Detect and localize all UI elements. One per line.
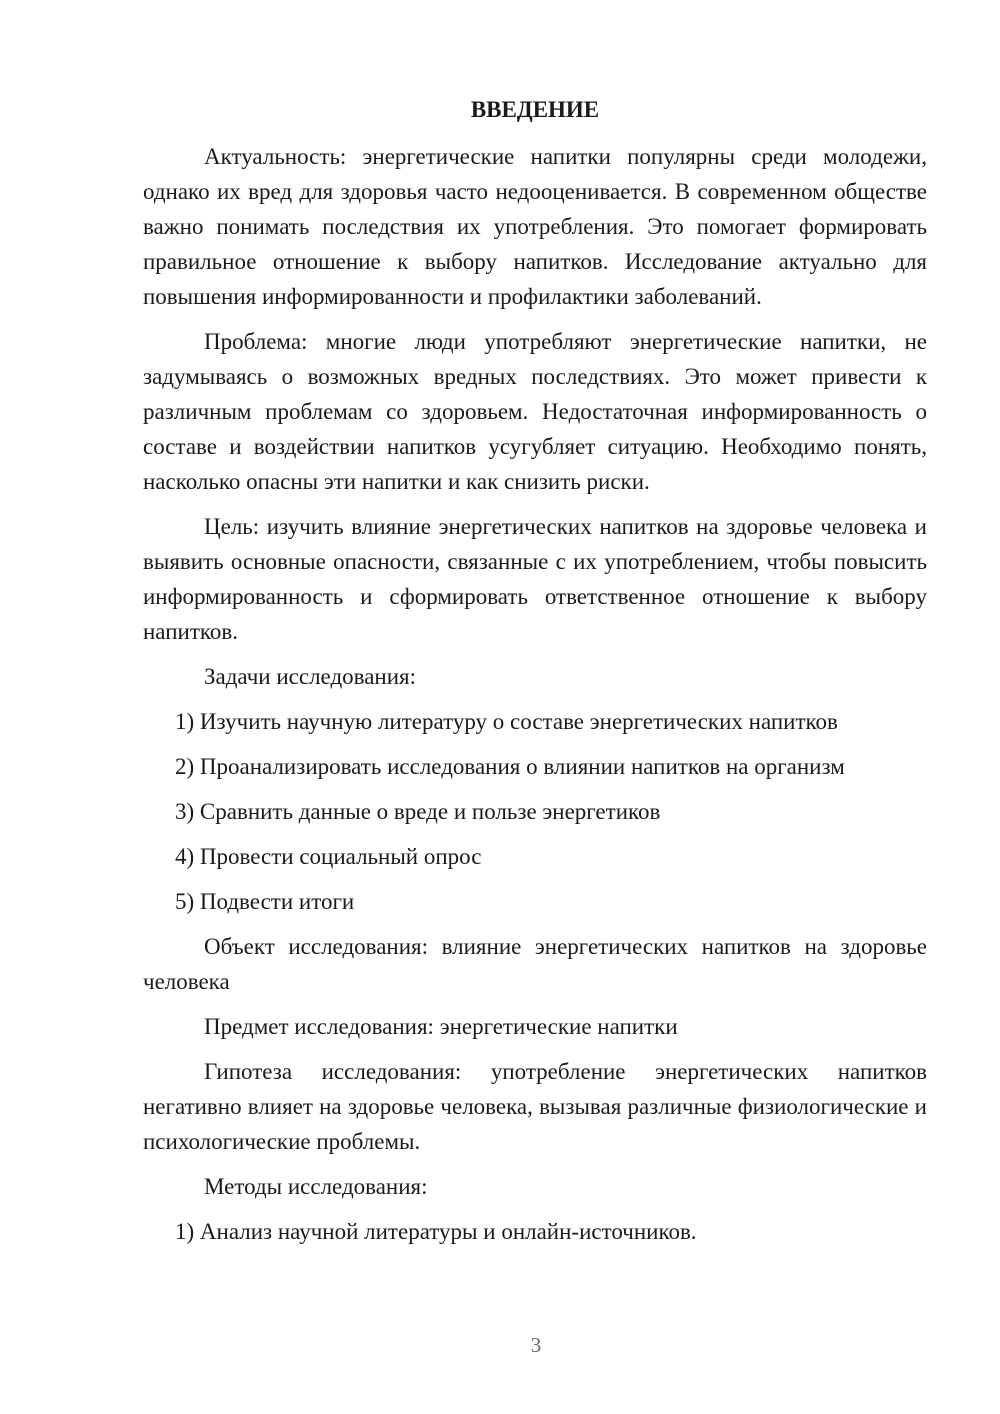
subject-paragraph: Предмет исследования: энергетические напитки [204, 1014, 678, 1039]
goal-paragraph: Цель: изучить влияние энергетических напитков на здоровье человека и выявить основные опасности, связанные с их употреблением, чтобы повысить информированность и сформировать ответственное отношение к выбору напитков. [143, 514, 927, 644]
methods-list [143, 1214, 927, 1249]
task-item: 3) Сравнить данные о вреде и пользе энергетиков [175, 799, 661, 824]
tasks-list [143, 704, 927, 919]
relevance-paragraph: Актуальность: энергетические напитки популярны среди молодежи, однако их вред для здоровья часто недооценивается. В современном обществе важно понимать последствия их употребления. Это помогает формировать правильное отношение к выбору напитков. Исследование актуально для повышения информированности и профилактики заболеваний. [143, 144, 927, 309]
hypothesis-paragraph: Гипотеза исследования: употребление энергетических напитков негативно влияет на здоровье человека, вызывая различные физиологические и психологические проблемы. [143, 1059, 927, 1154]
task-item: 4) Провести социальный опрос [175, 844, 482, 869]
task-item: 2) Проанализировать исследования о влиянии напитков на организм [175, 754, 845, 779]
task-item: 1) Изучить научную литературу о составе энергетических напитков [175, 709, 838, 734]
page-content [143, 92, 927, 1259]
method-item: 1) Анализ научной литературы и онлайн-источников. [175, 1219, 697, 1244]
methods-heading: Методы исследования: [204, 1174, 428, 1199]
problem-paragraph: Проблема: многие люди употребляют энергетические напитки, не задумываясь о возможных вредных последствиях. Это может привести к различным проблемам со здоровьем. Недостаточная информированность о составе и воздействии напитков усугубляет ситуацию. Необходимо понять, насколько опасны эти напитки и как снизить риски. [143, 329, 927, 494]
section-title: ВВЕДЕНИЕ [470, 97, 600, 122]
page-number: 3 [530, 1333, 542, 1357]
tasks-heading: Задачи исследования: [204, 664, 417, 689]
object-paragraph: Объект исследования: влияние энергетических напитков на здоровье человека [143, 934, 927, 994]
task-item: 5) Подвести итоги [175, 889, 355, 914]
